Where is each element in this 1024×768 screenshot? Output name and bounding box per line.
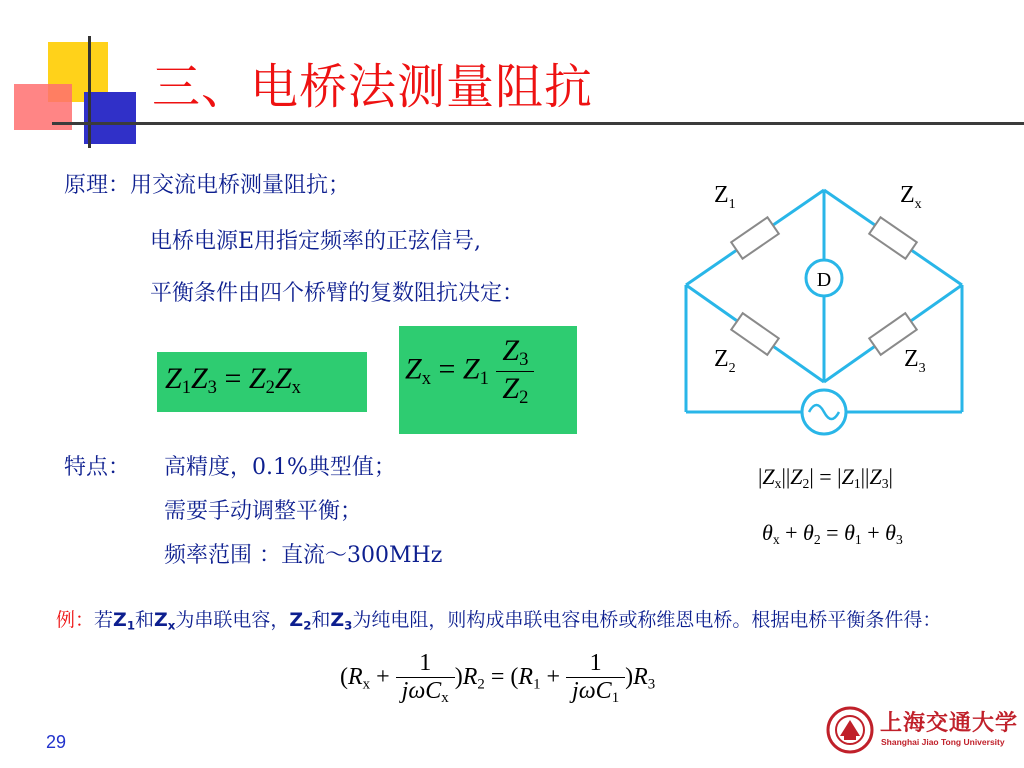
principle-text-1: 用交流电桥测量阻抗；: [130, 173, 351, 198]
feature-item-3: 频率范围 ：直流～300MHz: [164, 543, 443, 568]
detector-label: D: [816, 269, 832, 291]
label-z1: $Z_1$: [714, 182, 736, 212]
university-logo: [826, 704, 1019, 760]
deco-vertical-line: [88, 36, 91, 148]
solve-fraction: $\frac{Z_3}{Z_2}$: [496, 334, 534, 409]
bridge-wires: [686, 190, 962, 412]
magnitude-condition: $|Z_x||Z_2| = |Z_1||Z_3|$: [758, 464, 893, 491]
arm-z2-resistor: [731, 313, 779, 355]
balance-formula: $Z_1Z_3 = Z_2Z_x$: [165, 362, 301, 399]
principle-line-3: 平衡条件由四个桥臂的复数阻抗决定：: [150, 281, 525, 306]
solve-formula-box: [399, 326, 577, 434]
university-name-cn: 上海交通大学: [880, 710, 1019, 736]
wien-bridge-formula: ($R_x$ + $\frac{1}{j\omega C_x}$ )$R_2 = (R_1$ + $\frac{1}{j\omega C_1}$ )$R_3$: [340, 650, 656, 707]
university-seal-icon: [826, 706, 874, 754]
feature-item-1: 高精度，0.1%典型值；: [164, 455, 396, 480]
label-z2: $Z_2$: [714, 346, 736, 376]
arm-zx-resistor: [869, 217, 917, 258]
features-label: 特点：: [64, 455, 131, 480]
arm-z1-resistor: [731, 217, 779, 258]
deco-blue-square: [84, 92, 136, 144]
angle-condition: $\theta_x + \theta_2 = \theta_1 + \theta_3$: [762, 520, 903, 547]
principle-line-1: [64, 168, 350, 199]
university-name-en: Shanghai Jiao Tong University: [881, 737, 1005, 747]
solve-formula: $Z_x = Z_1$ $\frac{Z_3}{Z_2}$: [405, 334, 534, 409]
page-number: 29: [46, 732, 67, 752]
example-label: 例：: [56, 609, 95, 631]
feature-item-2: 需要手动调整平衡；: [164, 499, 363, 524]
principle-line-2: 电桥电源E用指定频率的正弦信号,: [150, 229, 482, 254]
example-paragraph: 例：若$Z_1$和$Z_x$为串联电容，$Z_2$和$Z_3$为纯电阻，则构成串联电容电桥或称维恩电桥。根据电桥平衡条件得：: [56, 609, 942, 633]
wien-fraction-1: $\frac{1}{j\omega C_x}$: [396, 650, 455, 707]
principle-label: 原理：: [64, 173, 131, 198]
title-divider: [52, 122, 1024, 125]
bridge-circuit-diagram: [676, 160, 976, 450]
balance-formula-box: [157, 352, 367, 412]
label-zx: $Z_x$: [900, 182, 922, 212]
wien-fraction-2: $\frac{1}{j\omega C_1}$: [566, 650, 625, 707]
page-title: 三、电桥法测量阻抗: [152, 59, 594, 115]
label-z3: $Z_3$: [904, 346, 926, 376]
